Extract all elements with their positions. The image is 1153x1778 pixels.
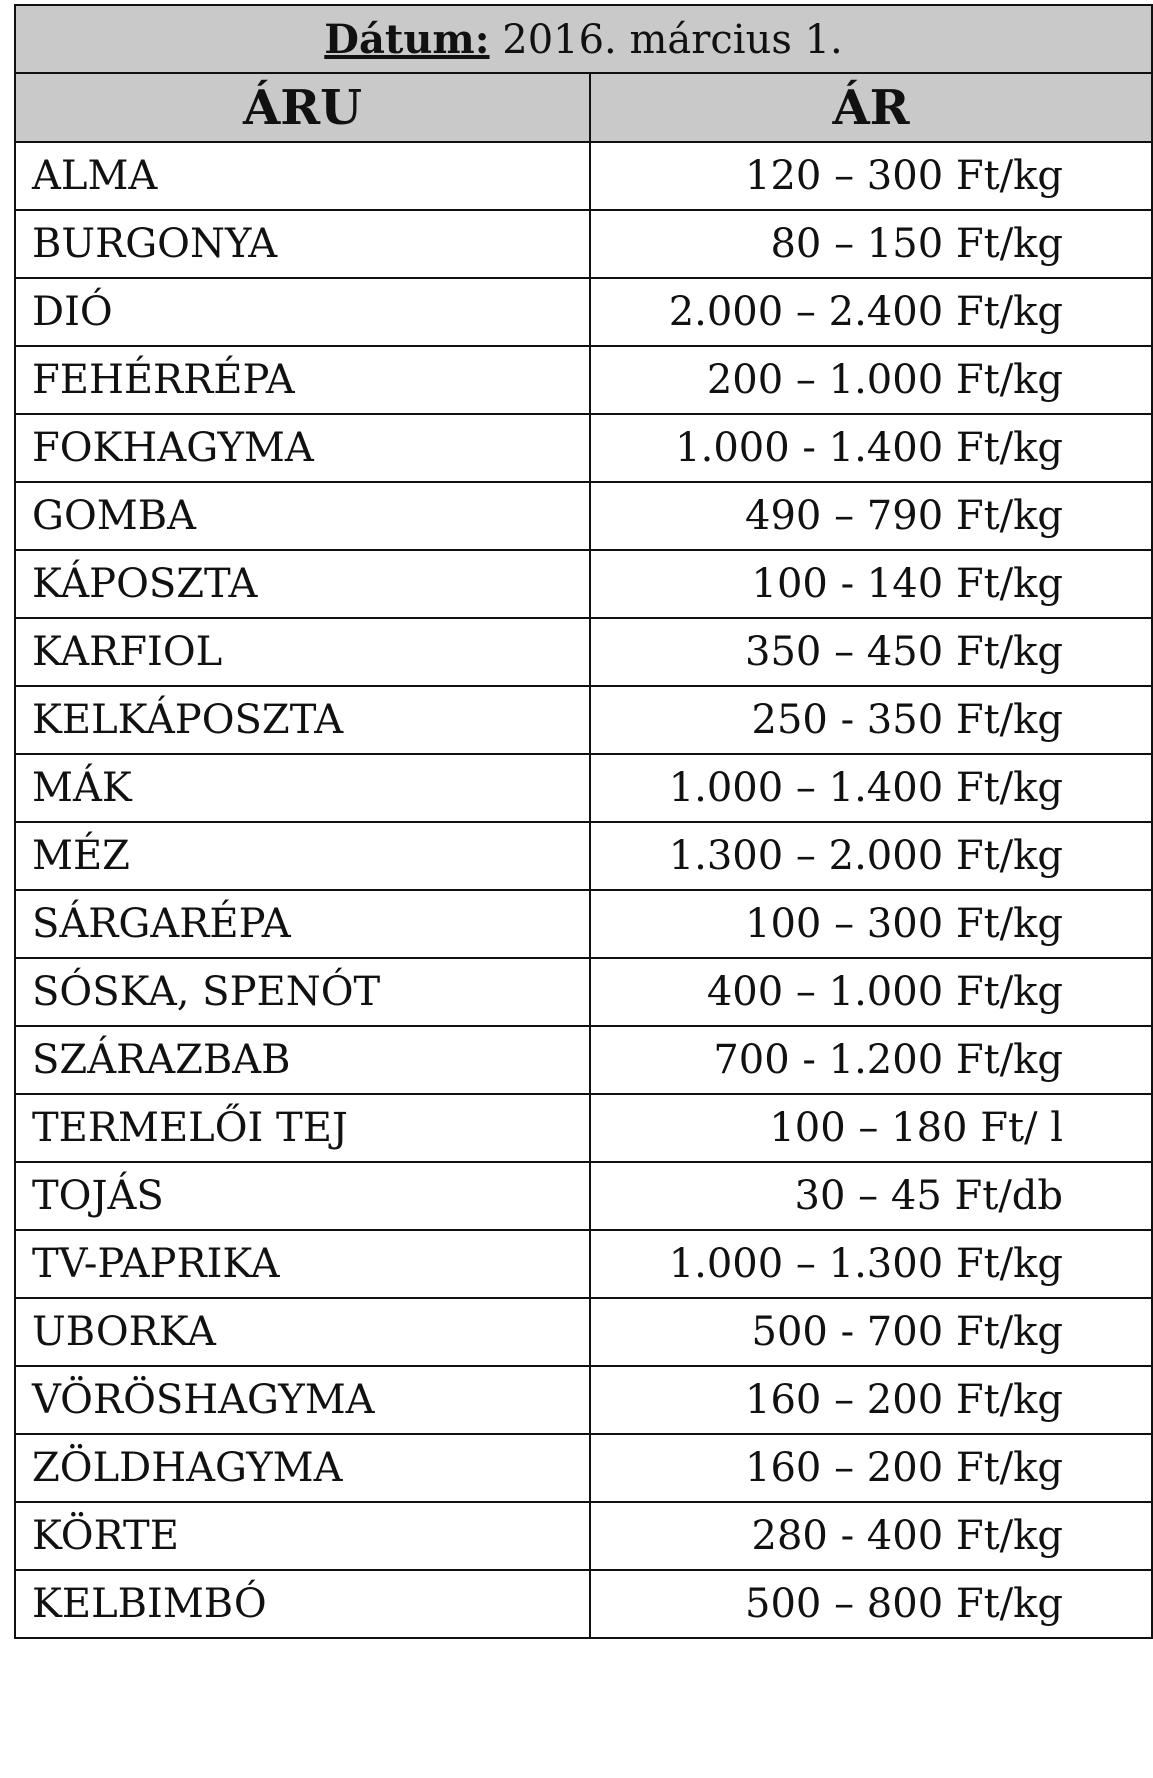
price-cell: 2.000 – 2.400 Ft/kg <box>590 278 1152 346</box>
price-cell: 1.300 – 2.000 Ft/kg <box>590 822 1152 890</box>
column-header-row <box>15 73 1152 142</box>
item-cell: KELBIMBÓ <box>15 1570 590 1638</box>
table-row <box>15 1094 1152 1162</box>
price-cell: 100 - 140 Ft/kg <box>590 550 1152 618</box>
item-cell: KÁPOSZTA <box>15 550 590 618</box>
table-row <box>15 686 1152 754</box>
item-cell: BURGONYA <box>15 210 590 278</box>
table-row <box>15 1162 1152 1230</box>
price-cell: 350 – 450 Ft/kg <box>590 618 1152 686</box>
table-row <box>15 346 1152 414</box>
price-cell: 700 - 1.200 Ft/kg <box>590 1026 1152 1094</box>
table-row <box>15 1298 1152 1366</box>
price-cell: 500 - 700 Ft/kg <box>590 1298 1152 1366</box>
price-cell: 120 – 300 Ft/kg <box>590 142 1152 210</box>
price-cell: 160 – 200 Ft/kg <box>590 1366 1152 1434</box>
item-cell: ZÖLDHAGYMA <box>15 1434 590 1502</box>
table-row <box>15 822 1152 890</box>
price-cell: 400 – 1.000 Ft/kg <box>590 958 1152 1026</box>
table-row <box>15 278 1152 346</box>
price-cell: 200 – 1.000 Ft/kg <box>590 346 1152 414</box>
price-cell: 1.000 – 1.400 Ft/kg <box>590 754 1152 822</box>
price-cell: 100 – 300 Ft/kg <box>590 890 1152 958</box>
item-cell: VÖRÖSHAGYMA <box>15 1366 590 1434</box>
date-value: 2016. március 1. <box>502 16 843 63</box>
table-row <box>15 414 1152 482</box>
table-row <box>15 482 1152 550</box>
date-row <box>15 5 1152 73</box>
price-cell: 500 – 800 Ft/kg <box>590 1570 1152 1638</box>
item-cell: MÁK <box>15 754 590 822</box>
price-cell: 490 – 790 Ft/kg <box>590 482 1152 550</box>
table-row <box>15 890 1152 958</box>
price-cell: 1.000 - 1.400 Ft/kg <box>590 414 1152 482</box>
table-row <box>15 1434 1152 1502</box>
table-row <box>15 550 1152 618</box>
table-row <box>15 1502 1152 1570</box>
date-cell <box>15 5 1152 73</box>
item-cell: KELKÁPOSZTA <box>15 686 590 754</box>
item-cell: FOKHAGYMA <box>15 414 590 482</box>
table-row <box>15 142 1152 210</box>
price-cell: 1.000 – 1.300 Ft/kg <box>590 1230 1152 1298</box>
price-cell: 160 – 200 Ft/kg <box>590 1434 1152 1502</box>
table-row <box>15 1230 1152 1298</box>
item-cell: KARFIOL <box>15 618 590 686</box>
item-cell: SZÁRAZBAB <box>15 1026 590 1094</box>
table-row <box>15 1570 1152 1638</box>
item-cell: TOJÁS <box>15 1162 590 1230</box>
item-cell: TV-PAPRIKA <box>15 1230 590 1298</box>
item-cell: KÖRTE <box>15 1502 590 1570</box>
price-cell: 30 – 45 Ft/db <box>590 1162 1152 1230</box>
item-cell: DIÓ <box>15 278 590 346</box>
table-row <box>15 618 1152 686</box>
item-cell: ALMA <box>15 142 590 210</box>
price-cell: 100 – 180 Ft/ l <box>590 1094 1152 1162</box>
item-cell: MÉZ <box>15 822 590 890</box>
item-cell: GOMBA <box>15 482 590 550</box>
table-row <box>15 958 1152 1026</box>
item-cell: SÁRGARÉPA <box>15 890 590 958</box>
item-cell: UBORKA <box>15 1298 590 1366</box>
price-cell: 80 – 150 Ft/kg <box>590 210 1152 278</box>
table-row <box>15 754 1152 822</box>
item-cell: FEHÉRRÉPA <box>15 346 590 414</box>
table-row <box>15 210 1152 278</box>
table-row <box>15 1026 1152 1094</box>
date-label: Dátum: <box>324 15 490 63</box>
item-cell: TERMELŐI TEJ <box>15 1094 590 1162</box>
item-cell: SÓSKA, SPENÓT <box>15 958 590 1026</box>
column-header-item: ÁRU <box>15 73 590 142</box>
price-table <box>14 4 1153 1639</box>
price-cell: 280 - 400 Ft/kg <box>590 1502 1152 1570</box>
price-cell: 250 - 350 Ft/kg <box>590 686 1152 754</box>
column-header-price: ÁR <box>590 73 1152 142</box>
table-row <box>15 1366 1152 1434</box>
